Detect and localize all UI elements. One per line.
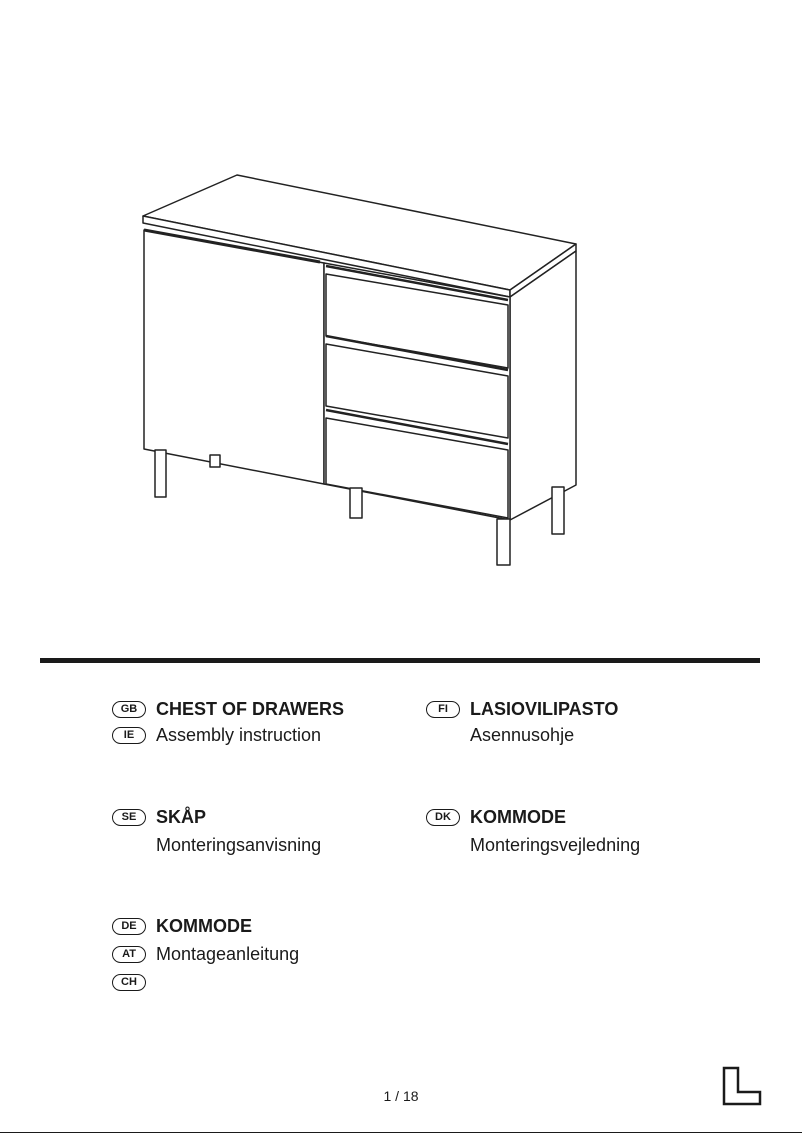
section-title: KOMMODE <box>156 915 252 936</box>
section-title: KOMMODE <box>470 806 566 827</box>
divider-rule <box>40 658 760 663</box>
section-de-at-ch <box>112 913 299 995</box>
leg-back-right <box>552 487 564 534</box>
section-se <box>112 804 321 858</box>
country-code-badge: DK <box>426 809 460 826</box>
section-subtitle: Monteringsanvisning <box>156 834 322 855</box>
section-subtitle: Montageanleitung <box>156 943 300 964</box>
country-code-badge: DE <box>112 918 146 935</box>
section-subtitle: Asennusohje <box>470 724 575 745</box>
leg-front-right <box>497 519 510 565</box>
page-bottom-border <box>0 1132 802 1133</box>
section-subtitle: Assembly instruction <box>156 724 322 745</box>
section-title: LASIOVILIPASTO <box>470 698 619 719</box>
country-code-badge: FI <box>426 701 460 718</box>
country-code-badge: AT <box>112 946 146 963</box>
cabinet-side <box>510 251 576 520</box>
country-code-badge: SE <box>112 809 146 826</box>
section-title: CHEST OF DRAWERS <box>156 698 345 719</box>
country-code-badge: CH <box>112 974 146 991</box>
section-dk <box>426 804 640 858</box>
cabinet-door <box>144 230 324 484</box>
leg-middle <box>350 488 362 518</box>
section-subtitle: Monteringsvejledning <box>470 834 641 855</box>
country-code-badge: GB <box>112 701 146 718</box>
section-gb-ie <box>112 696 344 748</box>
country-code-badge: IE <box>112 727 146 744</box>
leg-front-left <box>155 450 166 497</box>
leg-back-left <box>210 455 220 467</box>
section-title: SKÅP <box>156 806 207 827</box>
section-fi <box>426 696 618 748</box>
page-number: 1 / 18 <box>383 1088 419 1104</box>
brand-logo-icon <box>722 1066 762 1106</box>
